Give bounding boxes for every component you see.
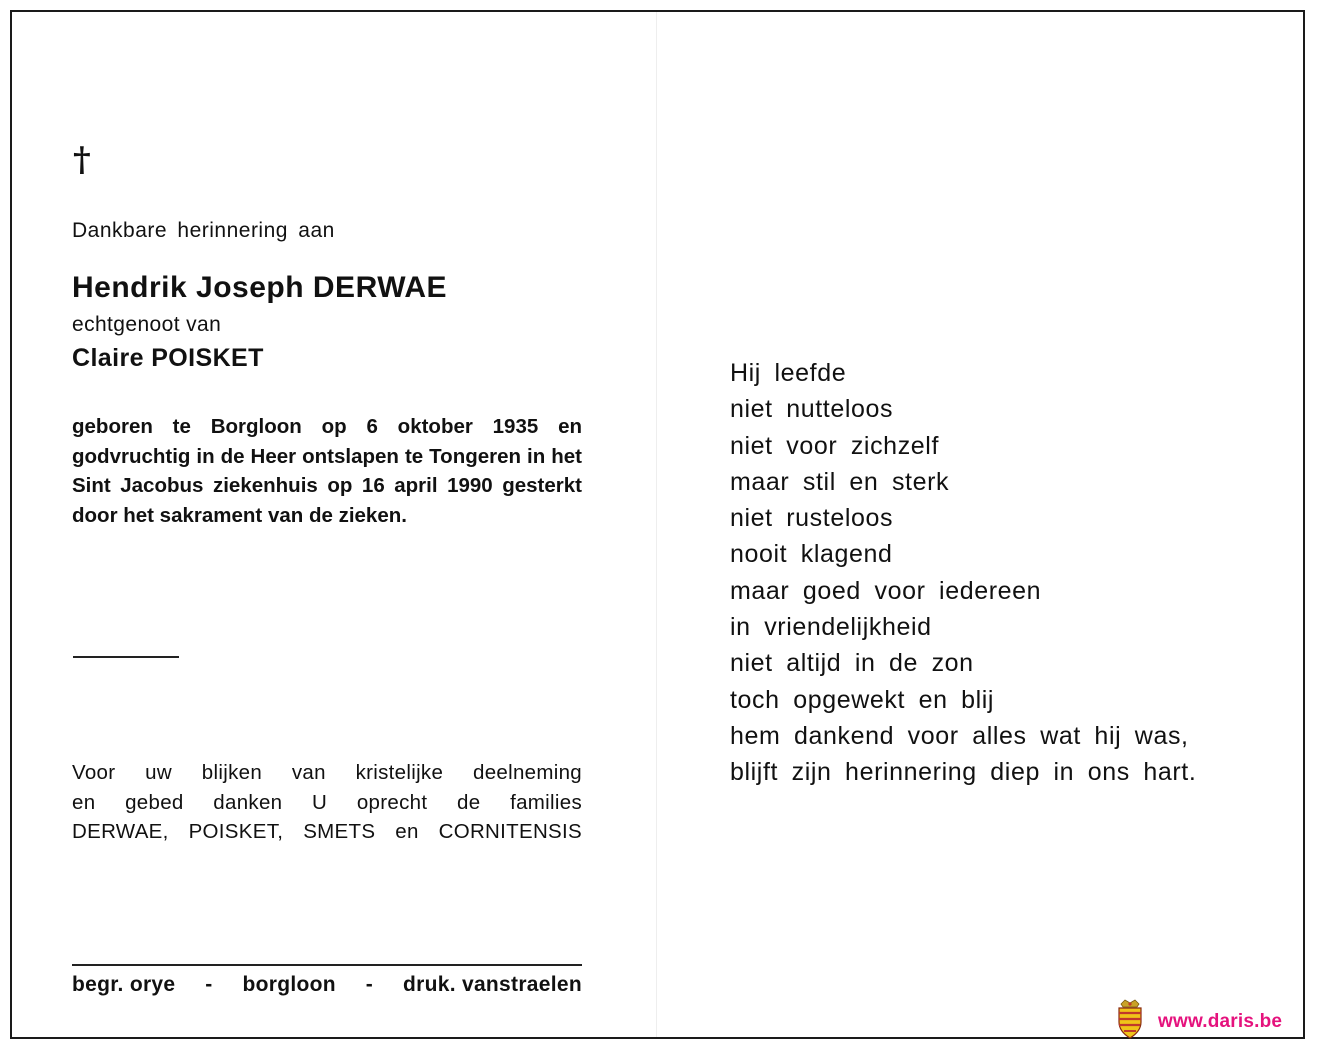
poem-line: in vriendelijkheid [730, 613, 932, 642]
poem-line: hem dankend voor alles wat hij was, [730, 721, 1189, 750]
printer-credit-part: borgloon [242, 973, 336, 996]
thanks-paragraph [72, 758, 582, 847]
poem-line: niet rusteloos [730, 504, 894, 533]
intro-text: Dankbare herinnering aan [72, 219, 335, 242]
printer-credit-part: druk. vanstraelen [402, 973, 582, 996]
deceased-name: Hendrik Joseph DERWAE [72, 271, 448, 304]
spouse-name: Claire POISKET [72, 344, 264, 372]
biography-paragraph: geboren te Borgloon op 6 oktober 1935 en godvruchtig in de Heer ontslapen te Tongeren in het Sint Jacobus ziekenhuis op 16 april 1990 gesterkt door het sakrament van de zieken. [72, 415, 582, 527]
heraldic-crest-icon [1115, 998, 1145, 1040]
watermark-site[interactable]: www.daris.be [1158, 1011, 1283, 1032]
printer-credit-separator: - [365, 973, 374, 996]
printer-credit-part: begr. orye [72, 973, 176, 996]
thanks-line: Voor uw blijken van kristelijke deelneming [72, 761, 582, 784]
poem-line: maar goed voor iedereen [730, 576, 1042, 605]
printer-credit-separator: - [205, 973, 213, 996]
poem-line: maar stil en sterk [730, 467, 950, 496]
thanks-line: en gebed danken U oprecht de families [72, 790, 582, 814]
poem-line: nooit klagend [730, 540, 893, 569]
poem-line: toch opgewekt en blij [730, 685, 995, 714]
thanks-line: DERWAE, POISKET, SMETS en CORNITENSIS [72, 820, 582, 843]
poem [730, 355, 1242, 791]
footer-divider [72, 964, 582, 966]
short-divider [73, 656, 179, 658]
poem-line: niet nutteloos [730, 395, 894, 424]
poem-line: Hij leefde [730, 359, 847, 387]
spouse-relation: echtgenoot van [72, 313, 222, 336]
cross-icon: † [73, 140, 91, 180]
poem-line: niet altijd in de zon [730, 649, 974, 678]
poem-line: blijft zijn herinnering diep in ons hart. [730, 758, 1197, 787]
card-fold-line [656, 12, 657, 1037]
poem-line: niet voor zichzelf [730, 431, 939, 460]
printer-credit [72, 973, 582, 997]
